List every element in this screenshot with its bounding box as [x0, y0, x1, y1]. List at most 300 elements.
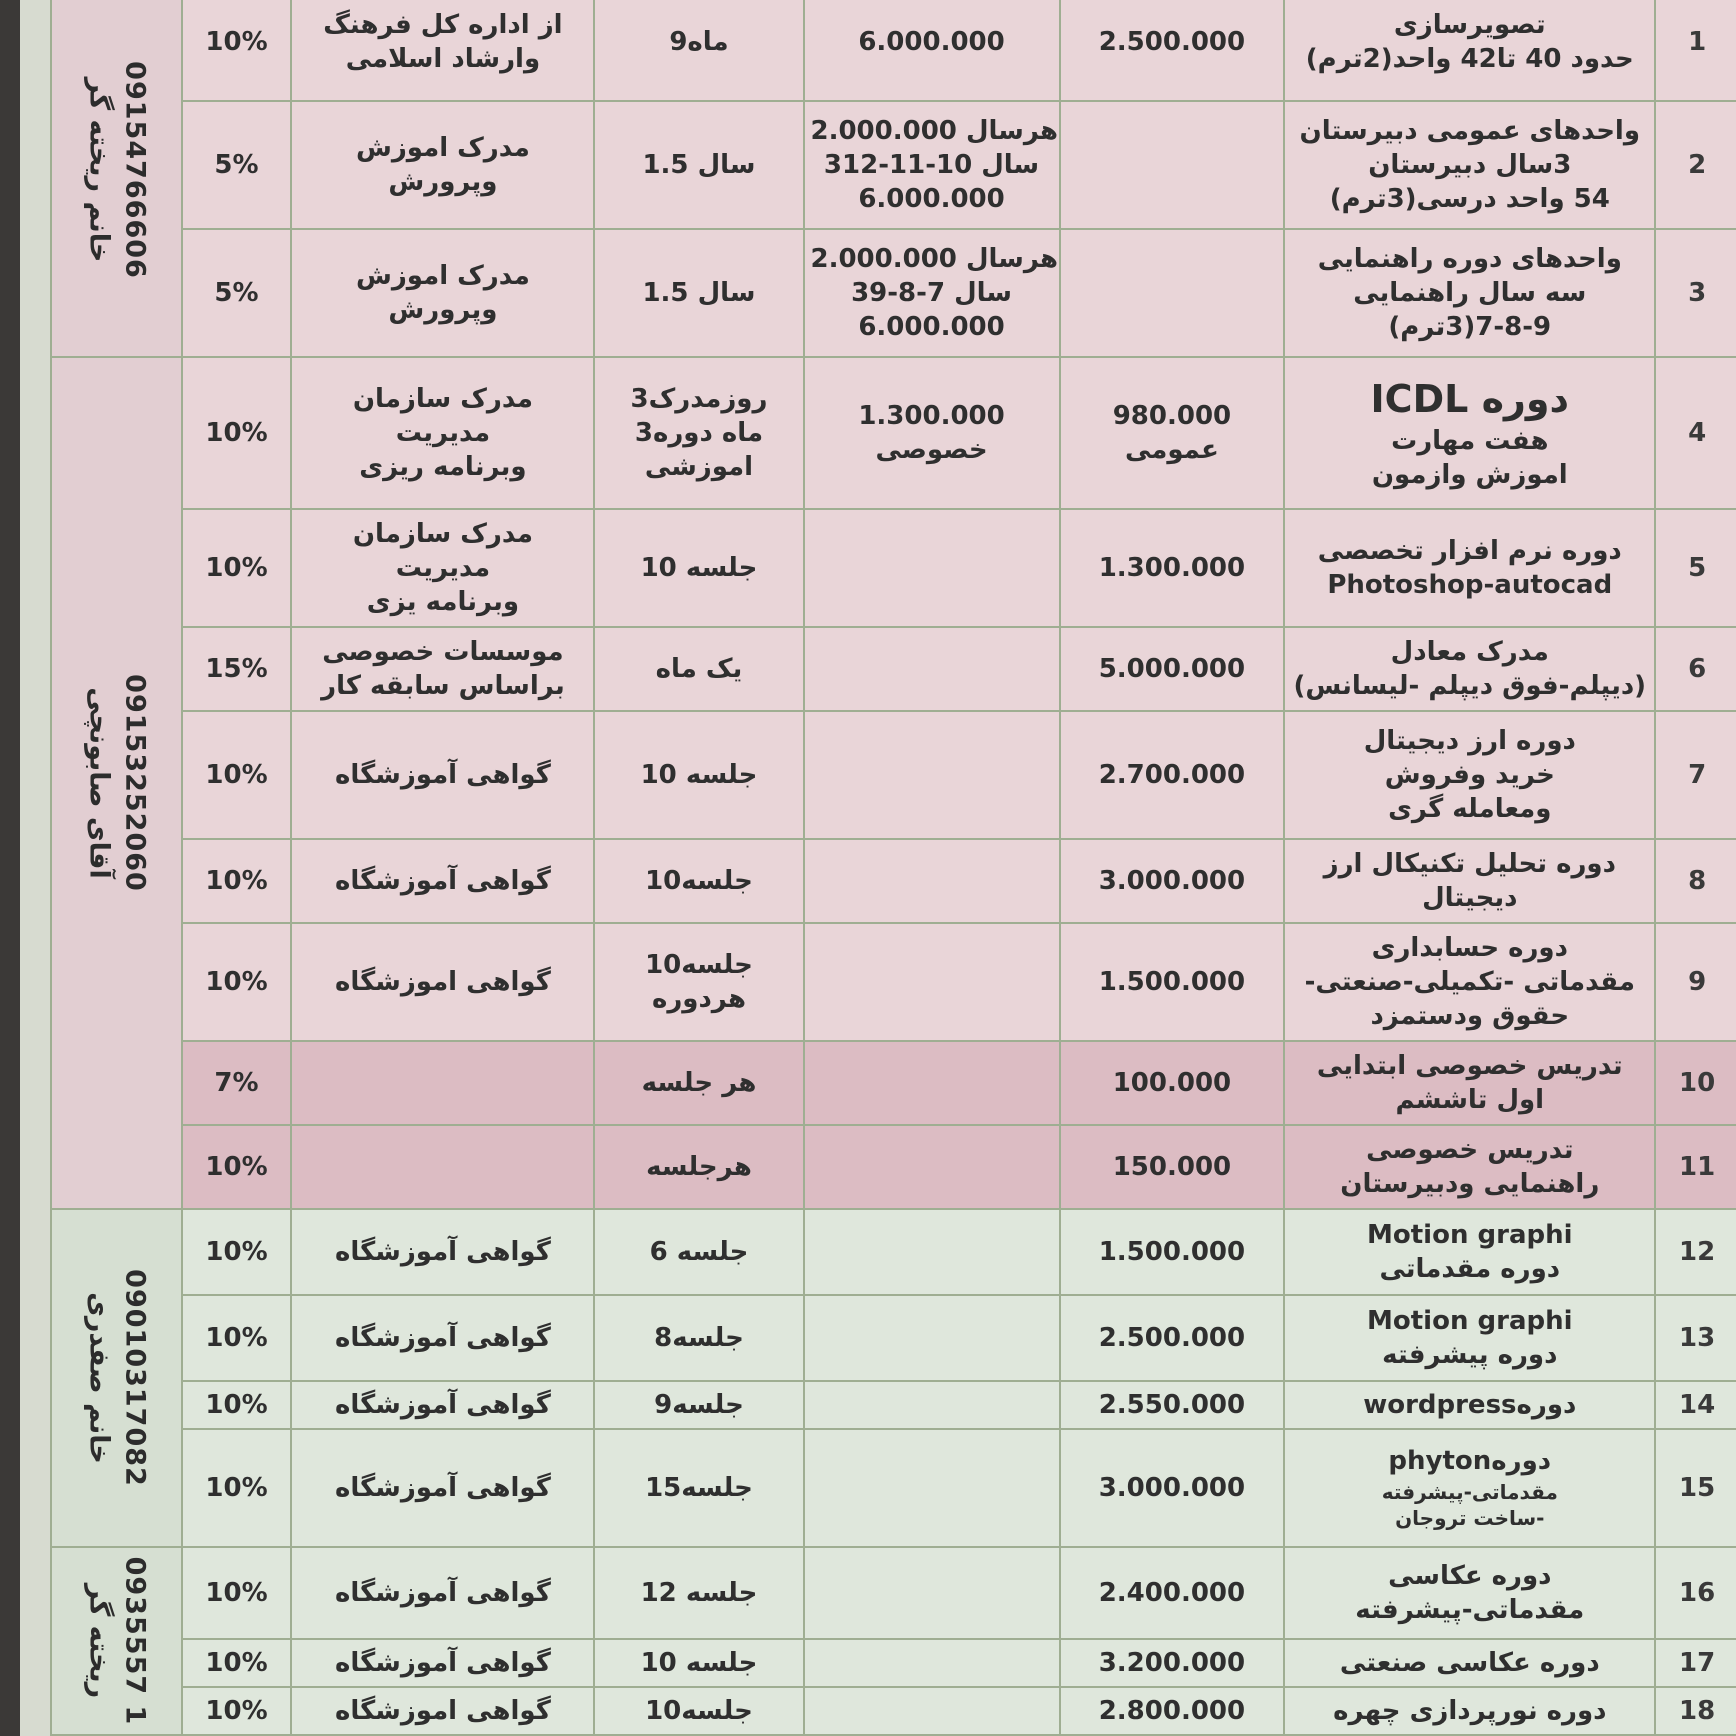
course-title: [1284, 229, 1655, 357]
discount-percent: [182, 1295, 292, 1381]
private-price: [804, 1639, 1060, 1687]
certificate-type: [291, 1547, 594, 1639]
cell-line: اموزشی: [644, 452, 754, 483]
row-number: [1655, 0, 1736, 101]
cell-line: گواهی آموزشگاه: [335, 1472, 551, 1503]
course-title: [1284, 1429, 1655, 1547]
certificate-type: [291, 711, 594, 839]
contact-name: خانم ریخته گر: [83, 77, 115, 263]
row-number: [1655, 1295, 1736, 1381]
cell-line: دوره پیشرفته: [1382, 1340, 1558, 1370]
contact-label: [80, 61, 153, 279]
cell-line: 9: [1688, 966, 1707, 997]
table-row: [51, 1639, 1736, 1687]
cell-line: 14: [1679, 1389, 1716, 1420]
cell-line: 15جلسه: [645, 1472, 753, 1503]
cell-line: وبرنامه ریزی: [359, 452, 527, 483]
course-title: [1284, 839, 1655, 923]
course-duration: [594, 923, 803, 1041]
course-price-table: [50, 0, 1736, 1736]
table-row: [51, 711, 1736, 839]
course-duration: [594, 0, 803, 101]
cell-line: دیجیتال: [1422, 883, 1518, 913]
course-price: [1060, 509, 1285, 627]
cell-line: هفت مهارت: [1391, 425, 1549, 456]
certificate-type: [291, 0, 594, 101]
row-number: [1655, 711, 1736, 839]
certificate-type: [291, 923, 594, 1041]
certificate-type: [291, 357, 594, 509]
cell-line: هر جلسه: [641, 1067, 757, 1098]
cell-line: دوره تحلیل تکنیکال ارز: [1323, 848, 1616, 879]
private-price: [804, 839, 1060, 923]
private-price: [804, 1381, 1060, 1429]
contact-name: ریخته گر: [83, 1583, 115, 1699]
contact-cell: [51, 1209, 182, 1547]
cell-line: 2.400.000: [1098, 1577, 1246, 1608]
course-price: [1060, 1687, 1285, 1735]
cell-line: وبرنامه یزی: [366, 587, 520, 618]
cell-line: 6: [1688, 653, 1707, 684]
cell-line: 5.000.000: [1098, 653, 1246, 684]
course-title: [1284, 1639, 1655, 1687]
cell-line: یک ماه: [655, 653, 743, 684]
course-price: [1060, 1125, 1285, 1209]
cell-line: مدیریت: [395, 552, 491, 583]
course-duration: [594, 1429, 803, 1547]
cell-line: گواهی آموزشگاه: [335, 1647, 551, 1678]
cell-line: دوره حسابداری: [1371, 932, 1568, 963]
discount-percent: [182, 923, 292, 1041]
contact-label: [80, 674, 153, 892]
course-price: [1060, 229, 1285, 357]
course-title: [1284, 1687, 1655, 1735]
course-title-main: دوره ICDL: [1370, 376, 1570, 421]
cell-line: 11: [1679, 1151, 1716, 1182]
row-number: [1655, 1041, 1736, 1125]
certificate-type: [291, 1429, 594, 1547]
table-row: [51, 627, 1736, 711]
cell-line: 10%: [205, 865, 268, 896]
course-duration: [594, 1125, 803, 1209]
course-duration: [594, 357, 803, 509]
cell-line: 5%: [214, 277, 259, 308]
cell-line: خرید وفروش: [1384, 759, 1555, 790]
discount-percent: [182, 627, 292, 711]
cell-line: 10%: [205, 1322, 268, 1353]
cell-line: موسسات خصوصی: [322, 636, 564, 667]
cell-line: گواهی آموزشگاه: [335, 759, 551, 790]
private-price: [804, 229, 1060, 357]
cell-line: 3سال 7-8-9: [851, 277, 1012, 308]
course-duration: [594, 1209, 803, 1295]
course-duration: [594, 101, 803, 229]
cell-line: وپرورش: [388, 295, 498, 325]
private-price: [804, 0, 1060, 101]
cell-line: 10%: [205, 26, 268, 57]
course-title: [1284, 1209, 1655, 1295]
table-row: [51, 1041, 1736, 1125]
certificate-type: [291, 1209, 594, 1295]
discount-percent: [182, 101, 292, 229]
course-title: [1284, 509, 1655, 627]
cell-line: سه سال راهنمایی: [1353, 277, 1587, 308]
cell-line: 150.000: [1112, 1151, 1232, 1182]
row-number: [1655, 1687, 1736, 1735]
certificate-type: [291, 1295, 594, 1381]
cell-line: 8: [1688, 865, 1707, 896]
cell-line: دورهphyton: [1388, 1446, 1552, 1477]
cell-line: 10: [1679, 1067, 1716, 1098]
cell-line: اموزش وازمون: [1371, 460, 1568, 491]
cell-line: گواهی آموزشگاه: [335, 865, 551, 896]
course-title: [1284, 1547, 1655, 1639]
cell-line: عمومی: [1124, 435, 1219, 465]
cell-line: 10جلسه: [645, 949, 753, 980]
cell-line: مدرک معادل: [1390, 636, 1549, 667]
course-duration: [594, 1687, 803, 1735]
course-title: [1284, 0, 1655, 101]
contact-phone: 09154766606: [119, 61, 151, 279]
cell-line: 6.000.000: [858, 26, 1005, 57]
cell-line: 10%: [205, 759, 268, 790]
cell-line: 2: [1688, 149, 1707, 180]
cell-line: 7%: [214, 1067, 259, 1098]
contact-phone: 0935557 1: [119, 1556, 151, 1726]
cell-line: 1.500.000: [1098, 966, 1246, 997]
course-subtitle: -ساخت تروجان: [1395, 1506, 1545, 1531]
cell-line: 3ماه دوره: [634, 417, 764, 448]
cell-line: 3روزمدرک: [630, 383, 768, 414]
cell-line: 10%: [205, 1577, 268, 1608]
table-row: [51, 509, 1736, 627]
cell-line: 15: [1679, 1472, 1716, 1503]
private-price: [804, 509, 1060, 627]
course-title: [1284, 923, 1655, 1041]
cell-line: 10%: [205, 966, 268, 997]
cell-line: دوره مقدماتی: [1379, 1254, 1561, 1284]
certificate-type: [291, 1125, 594, 1209]
cell-line: 6.000.000: [858, 312, 1005, 343]
cell-line: 1: [1688, 26, 1707, 57]
cell-line: دوره ارز دیجیتال: [1363, 725, 1576, 756]
table-row: [51, 923, 1736, 1041]
cell-line: دوره عکاسی: [1388, 1560, 1552, 1591]
cell-line: 10جلسه: [645, 865, 753, 896]
private-price: [804, 1125, 1060, 1209]
cell-line: 12: [1679, 1236, 1716, 1267]
cell-line: هرسال 2.000.000: [810, 243, 1059, 274]
cell-line: 980.000: [1112, 400, 1232, 431]
course-price: [1060, 1295, 1285, 1381]
cell-line: هردوره: [651, 984, 746, 1014]
course-title: [1284, 1381, 1655, 1429]
cell-line: Motion graphi: [1367, 1219, 1573, 1250]
row-number: [1655, 357, 1736, 509]
table-row: [51, 1295, 1736, 1381]
cell-line: 3.000.000: [1098, 865, 1246, 896]
course-title: [1284, 1125, 1655, 1209]
table-row: [51, 101, 1736, 229]
course-title: [1284, 357, 1655, 509]
cell-line: 10 جلسه: [640, 759, 758, 790]
discount-percent: [182, 1125, 292, 1209]
contact-name: آقای صابونچی: [83, 687, 115, 879]
cell-line: 16: [1679, 1577, 1716, 1608]
cell-line: تدریس خصوصی: [1366, 1134, 1574, 1165]
course-duration: [594, 509, 803, 627]
course-price: [1060, 1429, 1285, 1547]
course-price: [1060, 627, 1285, 711]
course-title: [1284, 627, 1655, 711]
course-title: [1284, 711, 1655, 839]
row-number: [1655, 1125, 1736, 1209]
discount-percent: [182, 711, 292, 839]
cell-line: 10%: [205, 1151, 268, 1182]
cell-line: واحدهای دوره راهنمایی: [1317, 243, 1622, 274]
private-price: [804, 357, 1060, 509]
cell-line: 8جلسه: [654, 1322, 744, 1353]
cell-line: اول تاششم: [1395, 1085, 1545, 1115]
table-row: [51, 1125, 1736, 1209]
cell-line: تدریس خصوصی ابتدایی: [1316, 1050, 1623, 1081]
cell-line: مدرک سازمان: [352, 383, 533, 414]
row-number: [1655, 1381, 1736, 1429]
table-row: [51, 0, 1736, 101]
table-row: [51, 229, 1736, 357]
cell-line: 4: [1688, 417, 1707, 448]
contact-label: [80, 1557, 153, 1726]
cell-line: 2.550.000: [1098, 1389, 1246, 1420]
private-price: [804, 1041, 1060, 1125]
cell-line: 17: [1679, 1647, 1716, 1678]
cell-line: دوره نورپردازی چهره: [1333, 1695, 1607, 1726]
cell-line: حقوق ودستمزد: [1370, 1001, 1570, 1032]
private-price: [804, 923, 1060, 1041]
cell-line: گواهی آموزشگاه: [335, 1577, 551, 1608]
discount-percent: [182, 0, 292, 101]
cell-line: 5%: [214, 149, 259, 180]
course-price: [1060, 923, 1285, 1041]
cell-line: 12 جلسه: [640, 1577, 758, 1608]
cell-line: مدرک اموزش: [355, 260, 530, 291]
cell-line: مدرک اموزش: [355, 132, 530, 163]
cell-line: 10%: [205, 1236, 268, 1267]
cell-line: 10 جلسه: [640, 552, 758, 583]
cell-line: هرسال 2.000.000: [810, 115, 1059, 146]
certificate-type: [291, 1639, 594, 1687]
course-duration: [594, 711, 803, 839]
cell-line: دورهwordpress: [1363, 1389, 1577, 1420]
course-duration: [594, 1295, 803, 1381]
cell-line: 1.5 سال: [642, 149, 756, 180]
table-row: [51, 1209, 1736, 1295]
row-number: [1655, 839, 1736, 923]
cell-line: 1.500.000: [1098, 1236, 1246, 1267]
cell-line: وپرورش: [388, 167, 498, 197]
cell-line: 3.200.000: [1098, 1647, 1246, 1678]
certificate-type: [291, 839, 594, 923]
cell-line: 18: [1679, 1695, 1716, 1726]
course-price: [1060, 1381, 1285, 1429]
cell-line: 10%: [205, 1647, 268, 1678]
cell-line: هرجلسه: [646, 1151, 752, 1182]
cell-line: 7: [1688, 759, 1707, 790]
cell-line: براساس سابقه کار: [321, 671, 565, 701]
row-number: [1655, 509, 1736, 627]
cell-line: 6.000.000: [858, 184, 1005, 215]
cell-line: 3.000.000: [1098, 1472, 1246, 1503]
table-row: [51, 1547, 1736, 1639]
cell-line: مدرک سازمان: [352, 518, 533, 549]
cell-line: 2.700.000: [1098, 759, 1246, 790]
certificate-type: [291, 627, 594, 711]
contact-name: خانم صفدری: [83, 1292, 115, 1464]
row-number: [1655, 923, 1736, 1041]
course-title: [1284, 101, 1655, 229]
cell-line: دوره نرم افزار تخصصی: [1317, 535, 1622, 566]
certificate-type: [291, 1687, 594, 1735]
private-price: [804, 101, 1060, 229]
course-duration: [594, 1547, 803, 1639]
cell-line: 2.500.000: [1098, 1322, 1246, 1353]
contact-label: [80, 1269, 153, 1487]
cell-line: 10 جلسه: [640, 1647, 758, 1678]
cell-line: دوره عکاسی صنعتی: [1339, 1647, 1600, 1678]
discount-percent: [182, 1429, 292, 1547]
cell-line: 9جلسه: [654, 1389, 744, 1420]
cell-line: 3سال 10-11-12: [823, 149, 1040, 180]
cell-line: 10%: [205, 552, 268, 583]
cell-line: 10%: [205, 1472, 268, 1503]
discount-percent: [182, 509, 292, 627]
discount-percent: [182, 357, 292, 509]
row-number: [1655, 1209, 1736, 1295]
course-duration: [594, 1041, 803, 1125]
course-title: [1284, 1041, 1655, 1125]
cell-line: خصوصی: [875, 435, 988, 465]
cell-line: (دیپلم-فوق دیپلم -لیسانس): [1293, 671, 1647, 701]
contact-cell: [51, 357, 182, 1209]
discount-percent: [182, 1639, 292, 1687]
discount-percent: [182, 229, 292, 357]
course-price: [1060, 1041, 1285, 1125]
private-price: [804, 1209, 1060, 1295]
cell-line: 1.300.000: [858, 400, 1005, 431]
cell-line: 100.000: [1112, 1067, 1232, 1098]
course-duration: [594, 1381, 803, 1429]
cell-line: 6 جلسه: [649, 1236, 749, 1267]
private-price: [804, 1547, 1060, 1639]
course-duration: [594, 627, 803, 711]
cell-line: Photoshop-autocad: [1327, 570, 1613, 600]
cell-line: گواهی آموزشگاه: [335, 1322, 551, 1353]
contact-phone: 09153252060: [119, 674, 151, 892]
cell-line: 5: [1688, 552, 1707, 583]
cell-line: وارشاد اسلامی: [345, 44, 541, 74]
table-row: [51, 1429, 1736, 1547]
cell-line: حدود 40 تا42 واحد(2ترم): [1305, 44, 1634, 74]
cell-line: 13: [1679, 1322, 1716, 1353]
cell-line: 3سال دبیرستان: [1368, 149, 1572, 180]
contact-cell: [51, 1547, 182, 1735]
course-duration: [594, 1639, 803, 1687]
course-duration: [594, 839, 803, 923]
discount-percent: [182, 839, 292, 923]
cell-line: 2.800.000: [1098, 1695, 1246, 1726]
table-row: [51, 1687, 1736, 1735]
cell-line: گواهی آموزشگاه: [335, 1236, 551, 1267]
table-row: [51, 357, 1736, 509]
contact-phone: 09010317082: [119, 1269, 151, 1487]
cell-line: 54 واحد درسی(3ترم): [1329, 184, 1610, 215]
row-number: [1655, 1547, 1736, 1639]
cell-line: 15%: [205, 653, 268, 684]
cell-line: 9ماه: [669, 26, 729, 57]
certificate-type: [291, 1381, 594, 1429]
cell-line: 7-8-9(3ترم): [1388, 312, 1552, 343]
private-price: [804, 711, 1060, 839]
cell-line: 10%: [205, 1695, 268, 1726]
discount-percent: [182, 1381, 292, 1429]
course-price: [1060, 0, 1285, 101]
private-price: [804, 1429, 1060, 1547]
row-number: [1655, 229, 1736, 357]
course-price: [1060, 839, 1285, 923]
private-price: [804, 1295, 1060, 1381]
cell-line: Motion graphi: [1367, 1305, 1573, 1336]
cell-line: 3: [1688, 277, 1707, 308]
cell-line: مدیریت: [395, 417, 491, 448]
course-price: [1060, 357, 1285, 509]
course-duration: [594, 229, 803, 357]
cell-line: 2.500.000: [1098, 26, 1246, 57]
course-price: [1060, 101, 1285, 229]
table-row: [51, 1381, 1736, 1429]
cell-line: 10%: [205, 1389, 268, 1420]
private-price: [804, 627, 1060, 711]
cell-line: گواهی اموزشگاه: [335, 966, 551, 997]
row-number: [1655, 101, 1736, 229]
table-row: [51, 839, 1736, 923]
cell-line: راهنمایی ودبیرستان: [1340, 1169, 1600, 1199]
contact-cell: [51, 0, 182, 357]
certificate-type: [291, 509, 594, 627]
photo-dark-edge: [0, 0, 20, 1736]
certificate-type: [291, 101, 594, 229]
certificate-type: [291, 229, 594, 357]
cell-line: 10جلسه: [645, 1695, 753, 1726]
cell-line: از اداره کل فرهنگ: [323, 9, 563, 40]
course-price: [1060, 1639, 1285, 1687]
cell-line: 10%: [205, 417, 268, 448]
cell-line: تصویرسازی: [1393, 9, 1546, 40]
certificate-type: [291, 1041, 594, 1125]
cell-line: گواهی آموزشگاه: [335, 1389, 551, 1420]
private-price: [804, 1687, 1060, 1735]
cell-line: 1.5 سال: [642, 277, 756, 308]
discount-percent: [182, 1209, 292, 1295]
course-price: [1060, 1547, 1285, 1639]
row-number: [1655, 1639, 1736, 1687]
row-number: [1655, 1429, 1736, 1547]
discount-percent: [182, 1547, 292, 1639]
course-price: [1060, 711, 1285, 839]
cell-line: گواهی اموزشگاه: [335, 1695, 551, 1726]
course-subtitle: مقدماتی-پیشرفته: [1381, 1479, 1558, 1504]
course-title: [1284, 1295, 1655, 1381]
cell-line: مقدماتی -تکمیلی-صنعتی-: [1304, 966, 1635, 997]
